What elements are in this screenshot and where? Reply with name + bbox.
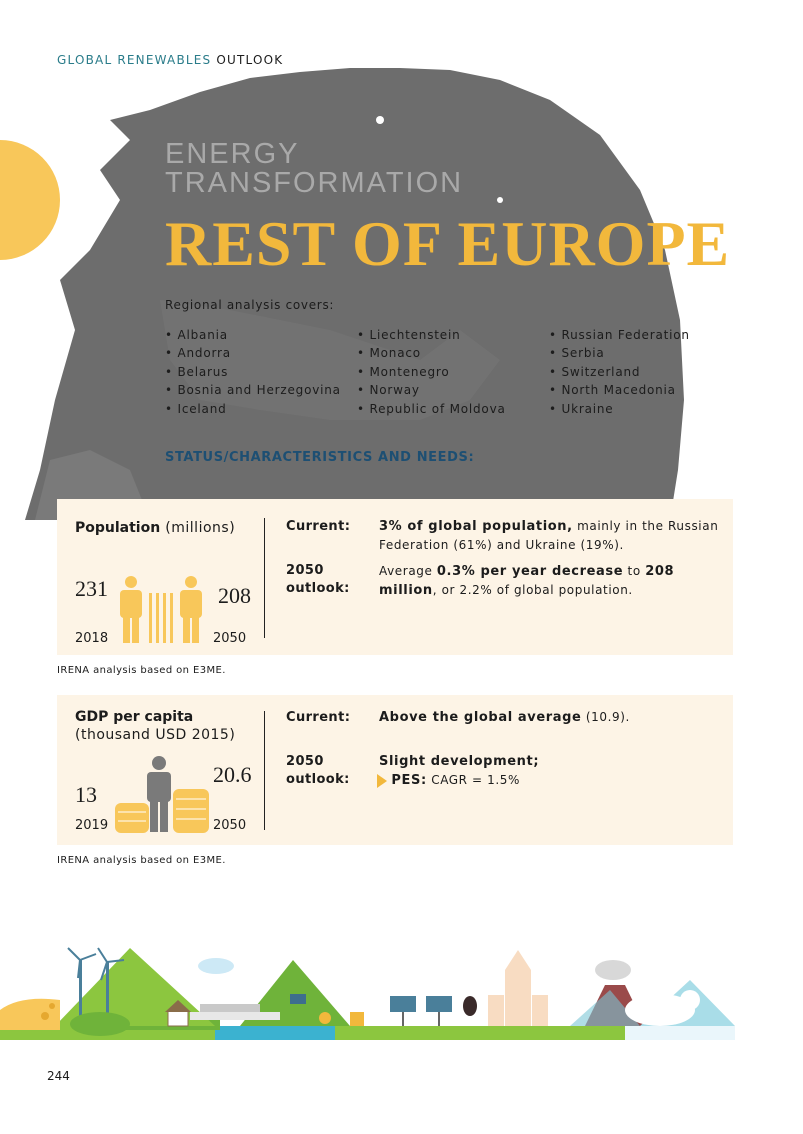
outlook-bold-1: 0.3% per year decrease <box>436 564 624 579</box>
population-panel <box>57 499 733 655</box>
gdp-outlook-label <box>286 753 350 789</box>
landscape-illustration <box>0 940 803 1045</box>
gdp-source: IRENA analysis based on E3ME. <box>57 855 226 866</box>
gdp-value-end: 20.6 <box>213 762 252 787</box>
kicker-line-1: ENERGY <box>165 138 300 170</box>
population-year-end: 2050 <box>213 631 247 646</box>
gdp-year-end: 2050 <box>213 818 247 833</box>
page-title: REST OF EUROPE <box>165 208 731 279</box>
population-title-text: Population <box>75 520 161 536</box>
list-item: • Serbia <box>549 344 690 362</box>
list-item: • North Macedonia <box>549 381 690 399</box>
gdp-year-start: 2019 <box>75 818 109 833</box>
gdp-panel <box>57 695 733 845</box>
population-unit: (millions) <box>165 520 236 536</box>
gdp-current-bold: Above the global average <box>379 710 582 725</box>
gdp-current-label: Current: <box>286 710 351 725</box>
pes-text: CAGR = 1.5% <box>426 773 520 787</box>
list-item: • Albania <box>165 326 341 344</box>
population-source: IRENA analysis based on E3ME. <box>57 665 226 676</box>
population-current-rest: mainly in the Russian Federation (61%) and Ukraine (19%). <box>379 519 719 552</box>
country-list-3 <box>549 326 690 418</box>
panel-divider <box>264 518 265 638</box>
status-heading: STATUS/CHARACTERISTICS AND NEEDS: <box>165 450 475 465</box>
population-outlook-label <box>286 562 350 598</box>
kicker-line-2: TRANSFORMATION <box>165 167 464 199</box>
population-outlook-text <box>379 562 719 600</box>
population-year-start: 2018 <box>75 631 109 646</box>
gdp-value-start: 13 <box>75 782 97 807</box>
panel-divider <box>264 711 265 830</box>
gdp-unit: (thousand USD 2015) <box>75 727 236 743</box>
page-number: 244 <box>47 1069 70 1083</box>
list-item: • Belarus <box>165 363 341 381</box>
population-current-text <box>379 517 719 555</box>
list-item: • Ukraine <box>549 400 690 418</box>
gdp-outlook-text <box>379 752 719 790</box>
outlook-label-line-2: outlook: <box>286 581 350 596</box>
pes-label: PES: <box>391 773 427 788</box>
gdp-title <box>75 709 235 743</box>
population-value-end: 208 <box>218 583 251 608</box>
outlook-bold-2: 208 million <box>379 564 675 598</box>
gdp-person-coins-icon <box>113 755 213 835</box>
play-arrow-icon <box>377 774 387 788</box>
population-value-start: 231 <box>75 576 108 601</box>
population-current-label: Current: <box>286 519 351 534</box>
covers-label: Regional analysis covers: <box>165 298 335 312</box>
country-list-2 <box>357 326 506 418</box>
list-item: • Liechtenstein <box>357 326 506 344</box>
outlook-label-line-1: 2050 <box>286 563 324 578</box>
section-kicker <box>165 140 463 198</box>
header-part-2: OUTLOOK <box>216 53 284 67</box>
list-item: • Bosnia and Herzegovina <box>165 381 341 399</box>
outlook-mid: to <box>623 564 646 578</box>
list-item: • Russian Federation <box>549 326 690 344</box>
gdp-current-rest: (10.9). <box>581 710 630 724</box>
list-item: • Norway <box>357 381 506 399</box>
population-title <box>75 517 235 536</box>
outlook-post: , or 2.2% of global population. <box>432 583 633 597</box>
header-part-1: GLOBAL RENEWABLES <box>57 53 212 67</box>
list-item: • Monaco <box>357 344 506 362</box>
gdp-current-text <box>379 708 719 727</box>
outlook-pre: Average <box>379 564 437 578</box>
list-item: • Republic of Moldova <box>357 400 506 418</box>
population-people-icon <box>115 575 215 645</box>
country-list-1 <box>165 326 341 418</box>
list-item: • Montenegro <box>357 363 506 381</box>
list-item: • Switzerland <box>549 363 690 381</box>
gdp-title-text: GDP per capita <box>75 709 194 725</box>
outlook-label-line-2: outlook: <box>286 772 350 787</box>
gdp-outlook-bold: Slight development; <box>379 754 540 769</box>
population-current-bold: 3% of global population, <box>379 519 573 534</box>
outlook-label-line-1: 2050 <box>286 754 324 769</box>
list-item: • Iceland <box>165 400 341 418</box>
list-item: • Andorra <box>165 344 341 362</box>
